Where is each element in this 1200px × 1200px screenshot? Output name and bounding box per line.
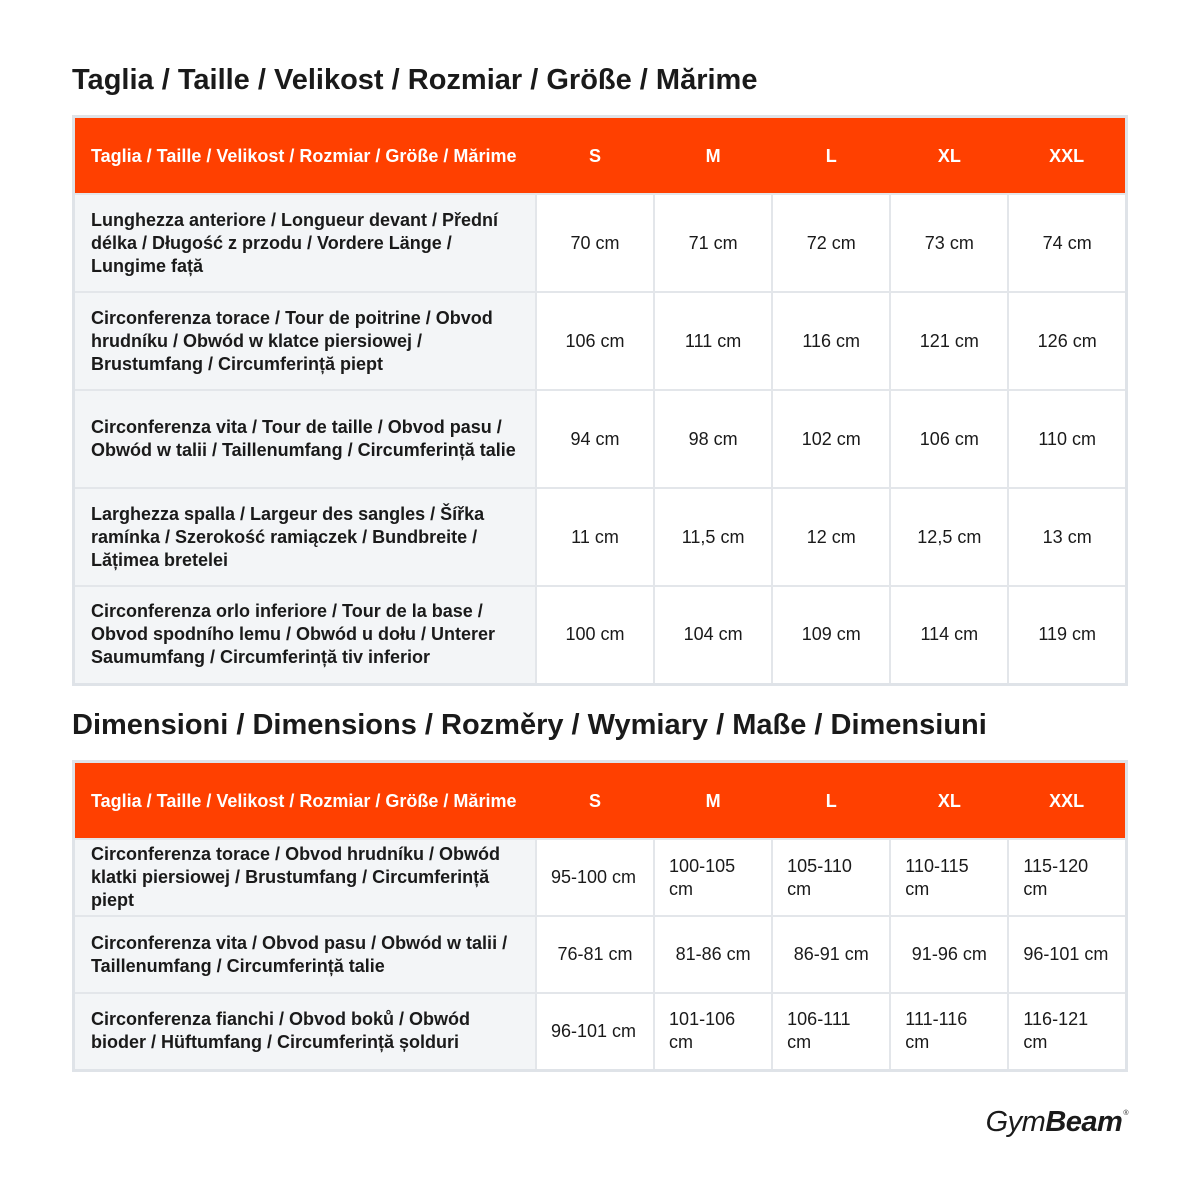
table-cell: 12 cm: [772, 488, 890, 586]
table-cell: 121 cm: [890, 292, 1008, 390]
row-label: Circonferenza orlo inferiore / Tour de la base / Obvod spodního lemu / Obwód u dołu / Unterer Saumumfang / Circumferință tiv inferior: [74, 586, 536, 684]
table-cell: 96-101 cm: [1008, 916, 1126, 993]
table-cell: 109 cm: [772, 586, 890, 684]
size-header-m: M: [654, 762, 772, 840]
row-label: Circonferenza vita / Tour de taille / Obvod pasu / Obwód w talii / Taillenumfang / Circumferință talie: [74, 390, 536, 488]
table-row: [74, 292, 1127, 390]
table-row: [74, 586, 1127, 684]
table-cell: 81-86 cm: [654, 916, 772, 993]
table-cell: 115-120 cm: [1008, 839, 1126, 916]
size-table: [72, 115, 1128, 686]
table-cell: 74 cm: [1008, 194, 1126, 292]
table-cell: 105-110 cm: [772, 839, 890, 916]
table-cell: 104 cm: [654, 586, 772, 684]
table-cell: 114 cm: [890, 586, 1008, 684]
header-corner-label: Taglia / Taille / Velikost / Rozmiar / Größe / Mărime: [74, 117, 536, 195]
header-corner-label: Taglia / Taille / Velikost / Rozmiar / Größe / Mărime: [74, 762, 536, 840]
table-cell: 101-106 cm: [654, 993, 772, 1070]
table-cell: 72 cm: [772, 194, 890, 292]
table-row: [74, 916, 1127, 993]
logo-gym-text: Gym: [985, 1106, 1046, 1138]
size-section-title: Taglia / Taille / Velikost / Rozmiar / Größe / Mărime: [72, 64, 758, 96]
gymbeam-logo: [986, 1106, 1128, 1140]
row-label: Circonferenza vita / Obvod pasu / Obwód w talii / Taillenumfang / Circumferință talie: [74, 916, 536, 993]
table-cell: 116-121 cm: [1008, 993, 1126, 1070]
size-header-m: M: [654, 117, 772, 195]
table-cell: 11,5 cm: [654, 488, 772, 586]
table-cell: 106 cm: [536, 292, 654, 390]
row-label: Circonferenza torace / Obvod hrudníku / Obwód klatki piersiowej / Brustumfang / Circumferință piept: [74, 839, 536, 916]
row-label: Larghezza spalla / Largeur des sangles / Šířka ramínka / Szerokość ramiączek / Bundbreite / Lățimea bretelei: [74, 488, 536, 586]
table-cell: 98 cm: [654, 390, 772, 488]
table-cell: 13 cm: [1008, 488, 1126, 586]
registered-mark: ®: [1123, 1110, 1128, 1117]
table-cell: 96-101 cm: [536, 993, 654, 1070]
dimensions-table: [72, 760, 1128, 1072]
size-header-l: L: [772, 117, 890, 195]
table-cell: 116 cm: [772, 292, 890, 390]
table-cell: 126 cm: [1008, 292, 1126, 390]
table-header-row: [74, 762, 1127, 840]
table-cell: 111 cm: [654, 292, 772, 390]
table-cell: 111-116 cm: [890, 993, 1008, 1070]
table-cell: 110-115 cm: [890, 839, 1008, 916]
size-header-xl: XL: [890, 762, 1008, 840]
row-label: Circonferenza fianchi / Obvod boků / Obwód bioder / Hüftumfang / Circumferință șolduri: [74, 993, 536, 1070]
size-header-xxl: XXL: [1008, 117, 1126, 195]
size-header-s: S: [536, 762, 654, 840]
table-row: [74, 488, 1127, 586]
table-cell: 70 cm: [536, 194, 654, 292]
size-header-xxl: XXL: [1008, 762, 1126, 840]
size-header-xl: XL: [890, 117, 1008, 195]
table-cell: 106-111 cm: [772, 993, 890, 1070]
table-cell: 100 cm: [536, 586, 654, 684]
dimensions-section-title: Dimensioni / Dimensions / Rozměry / Wymiary / Maße / Dimensiuni: [72, 709, 987, 741]
table-cell: 100-105 cm: [654, 839, 772, 916]
table-cell: 106 cm: [890, 390, 1008, 488]
table-cell: 12,5 cm: [890, 488, 1008, 586]
size-header-l: L: [772, 762, 890, 840]
table-row: [74, 993, 1127, 1070]
table-cell: 71 cm: [654, 194, 772, 292]
table-cell: 11 cm: [536, 488, 654, 586]
table-cell: 119 cm: [1008, 586, 1126, 684]
table-cell: 102 cm: [772, 390, 890, 488]
row-label: Circonferenza torace / Tour de poitrine / Obvod hrudníku / Obwód w klatce piersiowej / Brustumfang / Circumferință piept: [74, 292, 536, 390]
table-row: [74, 390, 1127, 488]
table-row: [74, 839, 1127, 916]
table-header-row: [74, 117, 1127, 195]
table-row: [74, 194, 1127, 292]
table-cell: 76-81 cm: [536, 916, 654, 993]
table-cell: 94 cm: [536, 390, 654, 488]
row-label: Lunghezza anteriore / Longueur devant / Přední délka / Długość z przodu / Vordere Länge / Lungime față: [74, 194, 536, 292]
table-cell: 110 cm: [1008, 390, 1126, 488]
size-header-s: S: [536, 117, 654, 195]
table-cell: 73 cm: [890, 194, 1008, 292]
logo-beam-text: Beam: [1045, 1106, 1123, 1138]
table-cell: 86-91 cm: [772, 916, 890, 993]
table-cell: 91-96 cm: [890, 916, 1008, 993]
table-cell: 95-100 cm: [536, 839, 654, 916]
